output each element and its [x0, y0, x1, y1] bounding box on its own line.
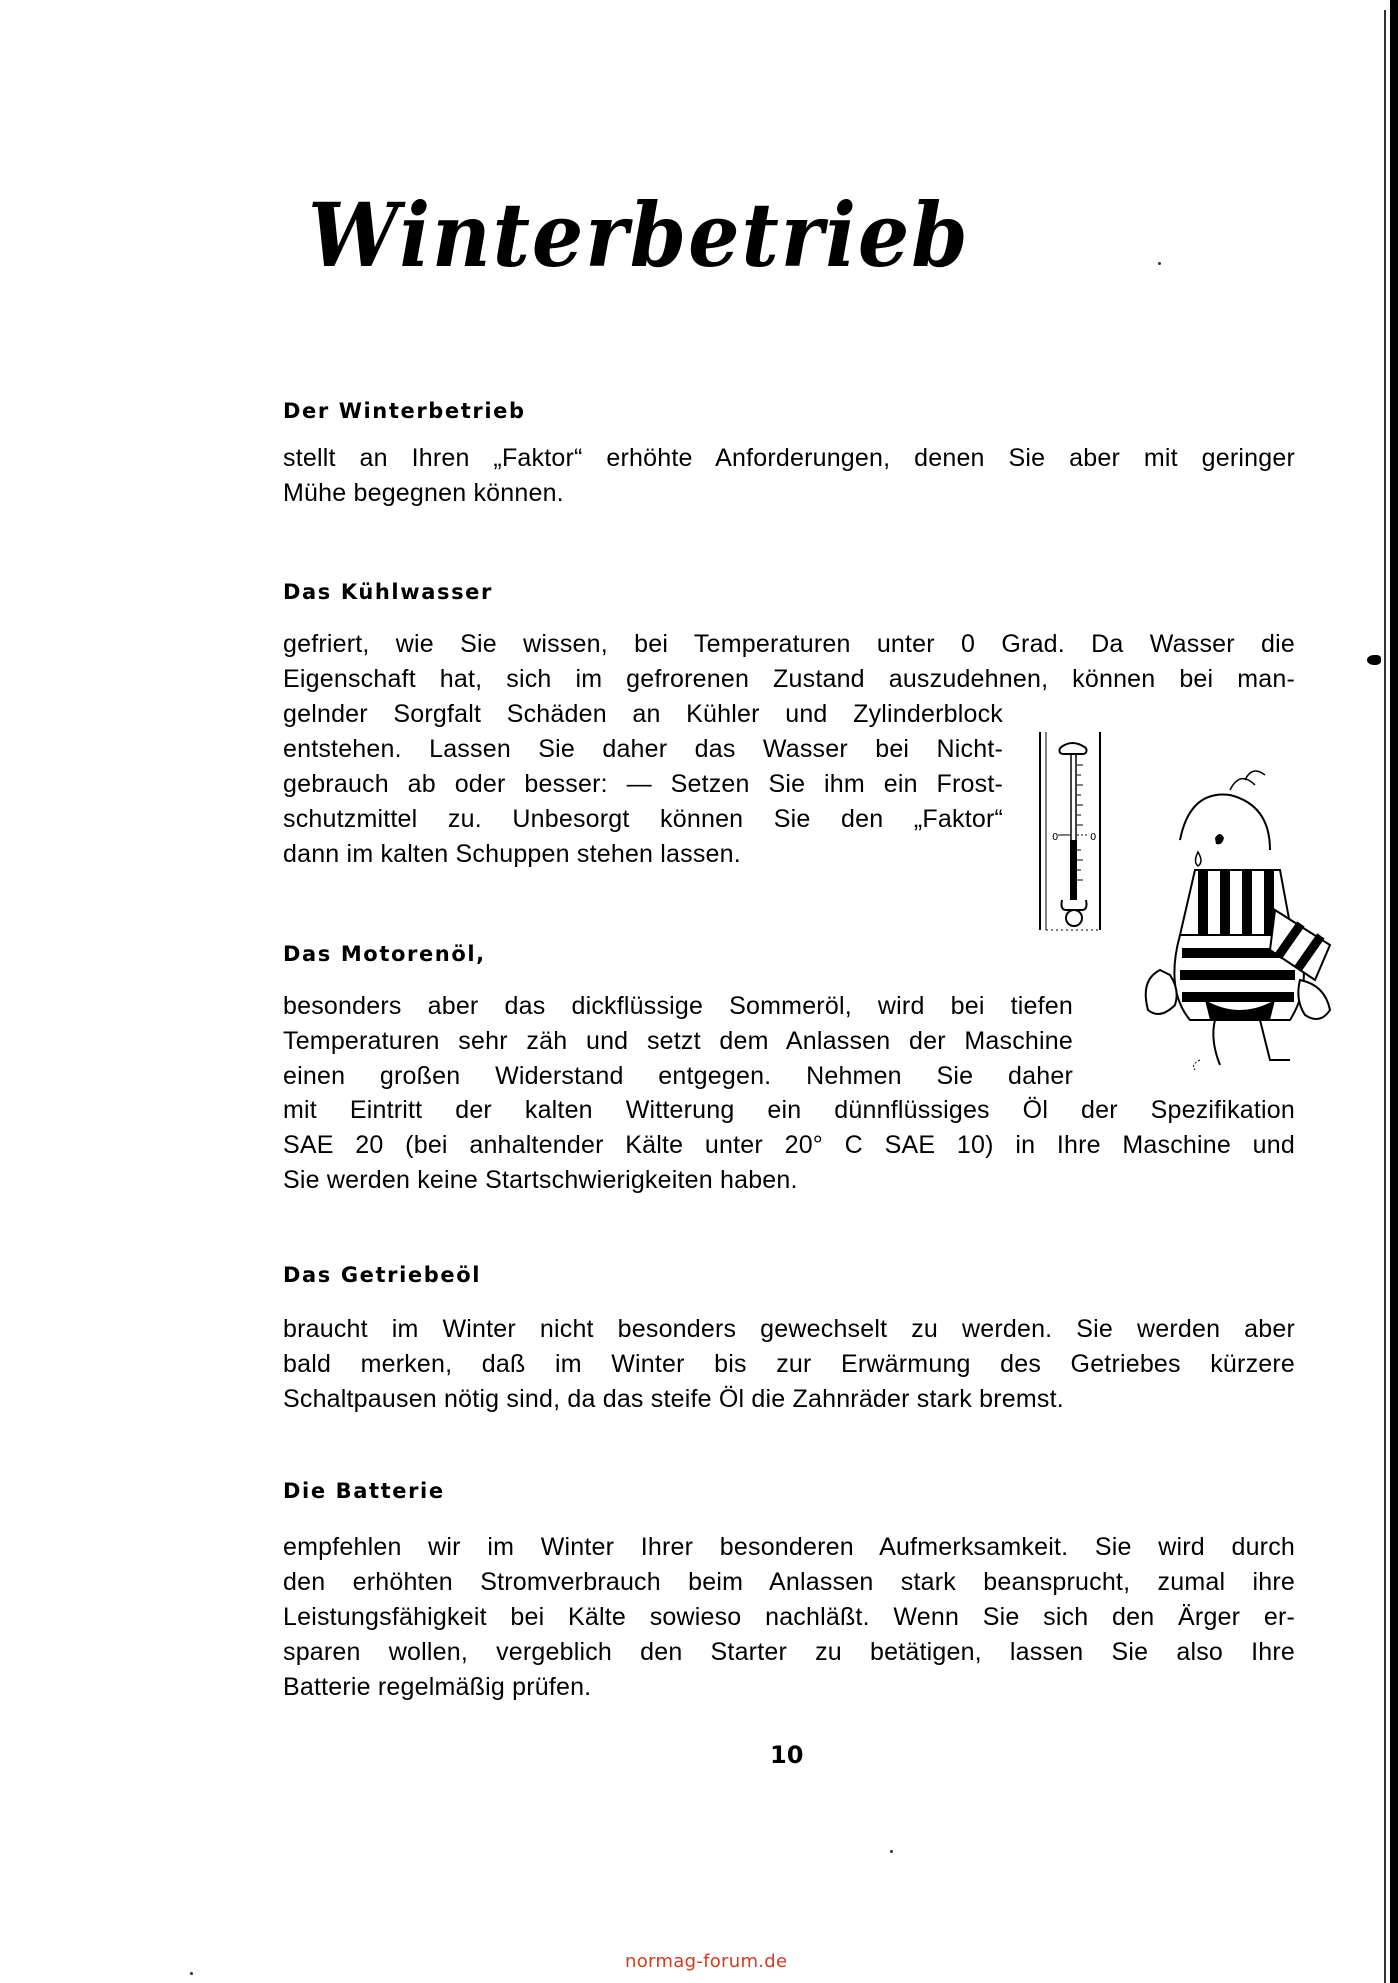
- body-line: dann im kalten Schuppen stehen lassen.: [283, 840, 741, 868]
- body-line: braucht im Winter nicht besonders gewechselt zu werden. Sie werden aber: [283, 1315, 1295, 1343]
- thermometer-label-left: 0: [1052, 832, 1059, 843]
- body-line: gefriert, wie Sie wissen, bei Temperaturen unter 0 Grad. Da Wasser die: [283, 630, 1295, 658]
- section-heading-batterie: Die Batterie: [283, 1479, 445, 1503]
- section-heading-motorenoel: Das Motorenöl,: [283, 942, 486, 966]
- winter-illustration: [1030, 720, 1340, 1070]
- body-line: den erhöhten Stromverbrauch beim Anlassen stark beansprucht, zumal ihre: [283, 1568, 1295, 1596]
- body-line: schutzmittel zu. Unbesorgt können Sie den „Faktor“: [283, 805, 1003, 833]
- section-heading-kuehlwasser: Das Kühlwasser: [283, 580, 493, 604]
- body-line: stellt an Ihren „Faktor“ erhöhte Anforderungen, denen Sie aber mit geringer: [283, 444, 1295, 472]
- section-heading-getriebeoel: Das Getriebeöl: [283, 1263, 482, 1287]
- body-line: Schaltpausen nötig sind, da das steife Öl die Zahnräder stark bremst.: [283, 1385, 1064, 1413]
- body-line: gelnder Sorgfalt Schäden an Kühler und Zylinderblock: [283, 700, 1003, 728]
- body-line: gebrauch ab oder besser: — Setzen Sie ihm ein Frost-: [283, 770, 1003, 798]
- body-line: besonders aber das dickflüssige Sommeröl, wird bei tiefen: [283, 992, 1073, 1020]
- thermometer-label-right: 0: [1090, 832, 1097, 843]
- page-binding-edge: [1390, 0, 1398, 1983]
- scan-speck: [1158, 262, 1161, 265]
- body-line: Leistungsfähigkeit bei Kälte sowieso nachläßt. Wenn Sie sich den Ärger er-: [283, 1603, 1295, 1631]
- watermark-link[interactable]: normag-forum.de: [625, 1951, 788, 1972]
- scan-speck: [890, 1850, 893, 1853]
- body-line: bald merken, daß im Winter bis zur Erwärmung des Getriebes kürzere: [283, 1350, 1295, 1378]
- page-edge-line: [1384, 10, 1386, 1983]
- page-number: 10: [770, 1741, 804, 1769]
- scan-speck: [190, 1972, 193, 1975]
- body-line: Mühe begegnen können.: [283, 479, 564, 507]
- body-line: SAE 20 (bei anhaltender Kälte unter 20° C SAE 10) in Ihre Maschine und: [283, 1131, 1295, 1159]
- section-heading-winterbetrieb: Der Winterbetrieb: [283, 399, 526, 423]
- page-title: Winterbetrieb: [308, 183, 970, 287]
- body-line: Sie werden keine Startschwierigkeiten haben.: [283, 1166, 798, 1194]
- body-line: Batterie regelmäßig prüfen.: [283, 1673, 592, 1701]
- scan-mark: [1367, 655, 1381, 665]
- body-line: sparen wollen, vergeblich den Starter zu betätigen, lassen Sie also Ihre: [283, 1638, 1295, 1666]
- thermometer-icon: [1040, 732, 1100, 930]
- body-line: Temperaturen sehr zäh und setzt dem Anlassen der Maschine: [283, 1027, 1073, 1055]
- body-line: empfehlen wir im Winter Ihrer besonderen Aufmerksamkeit. Sie wird durch: [283, 1533, 1295, 1561]
- body-line: einen großen Widerstand entgegen. Nehmen Sie daher: [283, 1062, 1073, 1090]
- body-line: mit Eintritt der kalten Witterung ein dünnflüssiges Öl der Spezifikation: [283, 1096, 1295, 1124]
- shivering-figure-icon: [1146, 771, 1330, 1070]
- body-line: entstehen. Lassen Sie daher das Wasser bei Nicht-: [283, 735, 1003, 763]
- body-line: Eigenschaft hat, sich im gefrorenen Zustand auszudehnen, können bei man-: [283, 665, 1295, 693]
